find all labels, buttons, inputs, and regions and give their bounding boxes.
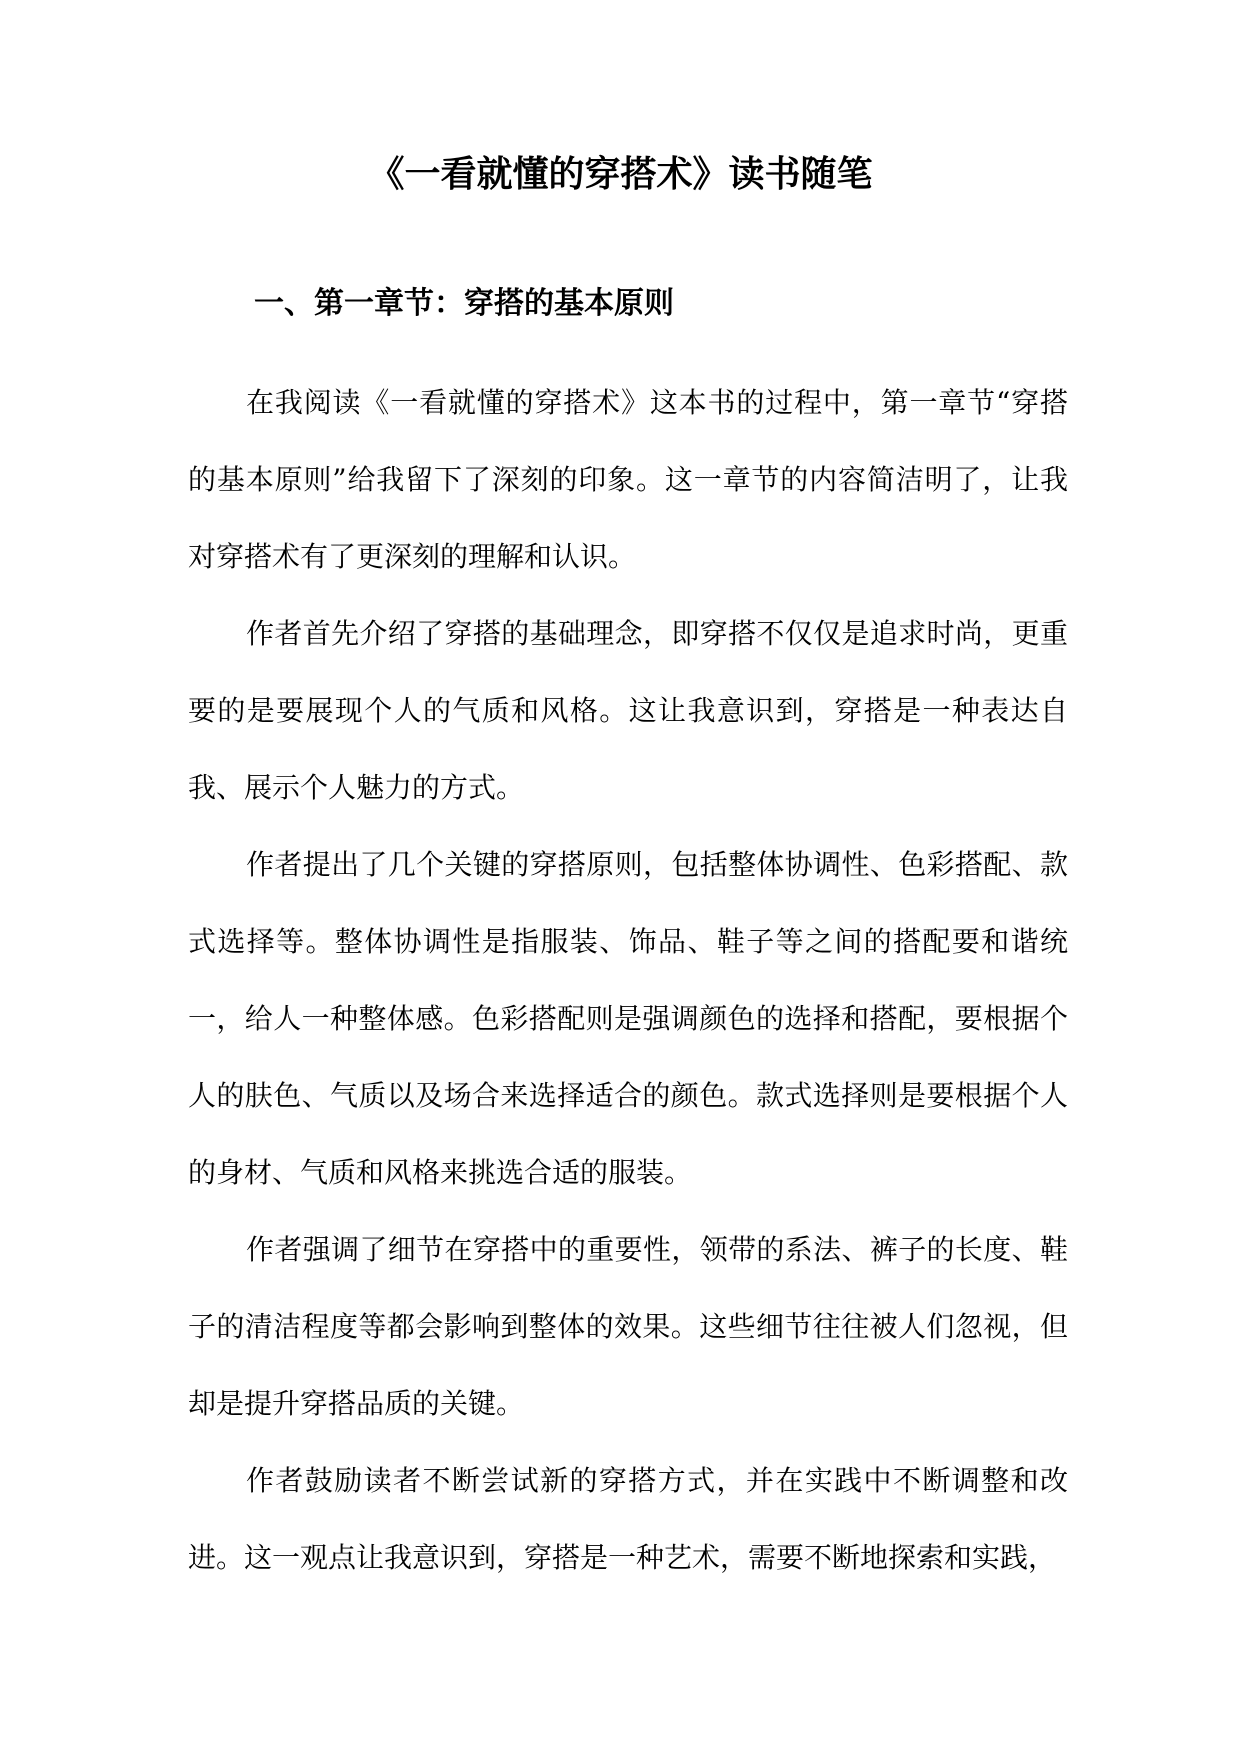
paragraph: 作者鼓励读者不断尝试新的穿搭方式，并在实践中不断调整和改进。这一观点让我意识到，穿搭是一种艺术，需要不断地探索和实践， bbox=[188, 1464, 1068, 1574]
paragraph: 在我阅读《一看就懂的穿搭术》这本书的过程中，第一章节“穿搭的基本原则”给我留下了深刻的印象。这一章节的内容简洁明了，让我对穿搭术有了更深刻的理解和认识。 bbox=[188, 386, 1068, 573]
paragraph: 作者首先介绍了穿搭的基础理念，即穿搭不仅仅是追求时尚，更重要的是要展现个人的气质和风格。这让我意识到，穿搭是一种表达自我、展示个人魅力的方式。 bbox=[188, 617, 1068, 804]
body-text bbox=[188, 364, 1068, 1596]
section-heading: 一、第一章节：穿搭的基本原则 bbox=[254, 286, 674, 321]
paragraph: 作者强调了细节在穿搭中的重要性，领带的系法、裤子的长度、鞋子的清洁程度等都会影响到整体的效果。这些细节往往被人们忽视，但却是提升穿搭品质的关键。 bbox=[188, 1233, 1068, 1420]
document-title: 《一看就懂的穿搭术》读书随笔 bbox=[368, 154, 873, 195]
paragraph: 作者提出了几个关键的穿搭原则，包括整体协调性、色彩搭配、款式选择等。整体协调性是指服装、饰品、鞋子等之间的搭配要和谐统一，给人一种整体感。色彩搭配则是强调颜色的选择和搭配，要根据个人的肤色、气质以及场合来选择适合的颜色。款式选择则是要根据个人的身材、气质和风格来挑选合适的服装。 bbox=[188, 848, 1068, 1189]
